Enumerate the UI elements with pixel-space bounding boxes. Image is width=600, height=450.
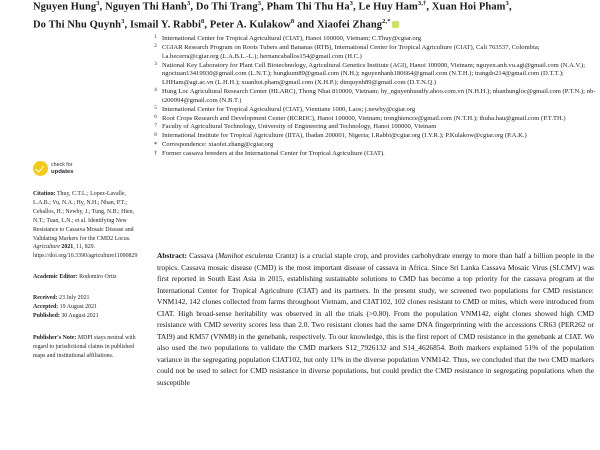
affiliation-item — [149, 44, 597, 62]
correspondence-text: Correspondence: xiaofei.zhang@cgiar.org — [162, 141, 274, 149]
affiliation-text: CGIAR Research Program on Roots Tubers and Bananas (RTB), International Center for Tropical Agriculture (CIAT), Cali 763537, Colombia; l.a.becerra@cgiar.org (L.A.B.L.-L.); hernancaballos154@gmail.com (H.C.) — [162, 43, 540, 60]
publication-dates — [33, 294, 136, 321]
badge-line-2: updates — [51, 168, 74, 175]
abstract-label: Abstract: — [157, 251, 187, 260]
correspondence-item — [149, 141, 597, 150]
author-affil-marker: 8 — [200, 18, 205, 25]
date-received-label: Received: — [33, 295, 58, 302]
author-name: Le Huy Ham — [358, 1, 418, 13]
academic-editor-label: Academic Editor: — [33, 274, 78, 281]
author-affil-marker: 3 — [505, 0, 509, 7]
author-affil-marker: 3 — [349, 0, 354, 7]
author-name: Pham Thi Thu Ha — [266, 1, 350, 13]
correspondence-marker: * — [153, 141, 158, 149]
affiliation-marker: 2 — [154, 43, 157, 50]
author-affil-marker: 3 — [257, 0, 262, 7]
author-affil-marker: 3 — [96, 0, 100, 7]
affiliation-marker: 7 — [154, 122, 157, 129]
date-received-value: 23 July 2021 — [57, 295, 90, 302]
citation-volume-page: , 11, 829. — [73, 244, 96, 251]
affiliation-marker: 4 — [154, 87, 157, 94]
author-affil-marker: 3 — [121, 18, 125, 25]
affiliation-list — [149, 35, 597, 159]
badge-line-1: check for — [51, 162, 73, 169]
affiliation-item — [149, 62, 597, 89]
author-affil-marker: 8 — [290, 18, 295, 25]
species-name: Manihot esculenta — [218, 251, 274, 260]
date-published — [33, 312, 136, 321]
author-affil-marker: 3 — [186, 0, 191, 7]
author-name: Xuan Hoi Pham — [431, 1, 506, 13]
date-received — [33, 294, 136, 303]
academic-editor-block — [33, 273, 136, 282]
citation-doi-link[interactable]: https://doi.org/10.3390/agriculture11090829 — [33, 253, 138, 260]
author-name: Do Thi Nhu Quynh — [33, 19, 122, 31]
author-affil-marker: 2,* — [382, 18, 391, 25]
affiliation-text: Hung Loc Agricultural Research Center (HLARC), Thong Nhat 810000, Vietnam; hy_nguyenhuudfy.ahoo.com.vn (N.H.H.); nhanhungloc@gmail.com (P.T.N.); nb-t200994@gmail.com (N.B.T.) — [162, 88, 596, 104]
footnote-text: Former cassava breeders at the International Center for Tropical Agriculture (CIAT). — [162, 149, 385, 157]
date-accepted-label: Accepted: — [33, 304, 59, 311]
affiliation-text: International Center for Tropical Agricultural (CIAT), Vientiane 1000, Laos; j.newby@cgiar.org — [162, 105, 416, 113]
affiliation-marker: 6 — [154, 114, 157, 120]
affiliation-marker: 8 — [154, 131, 157, 138]
affiliation-text: International Institute for Tropical Agriculture (IITA), Ibadan 200001, Nigeria; I.Rabbi@cgiar.org (I.Y.R.); P.Kulakow@cgiar.org (P.A.K.) — [162, 132, 527, 140]
affiliation-item — [149, 88, 597, 106]
affiliation-marker: 5 — [154, 105, 157, 112]
affiliation-text: Faculty of Agricultural Technology, University of Engineering and Technology, Hanoi 100000, Vietnam — [162, 123, 437, 131]
affiliation-item — [149, 123, 597, 132]
citation-label: Citation: — [33, 191, 56, 197]
affiliation-item — [149, 35, 597, 44]
footnote-marker: † — [153, 149, 158, 157]
check-for-updates-badge[interactable] — [33, 160, 136, 177]
author-name: Nguyen Thi Hanh — [105, 1, 187, 13]
date-published-label: Published: — [33, 312, 60, 319]
author-name: Nguyen Hung — [33, 1, 97, 13]
academic-editor-name: Rodomiro Ortiz — [77, 274, 117, 281]
publishers-note-text: MDPI stays neutral with regard to jurisdictional claims in published maps and institutional affiliations. — [33, 334, 136, 359]
author-name: Xiaofei Zhang — [316, 19, 383, 31]
date-accepted-value: 19 August 2021 — [58, 304, 97, 311]
publishers-note-label: Publisher's Note: — [33, 334, 77, 341]
author-name: Peter A. Kulakow — [209, 19, 291, 31]
date-published-value: 30 August 2021 — [59, 312, 99, 319]
affiliation-marker: 3 — [154, 60, 157, 67]
check-circle-icon — [33, 161, 48, 176]
author-name: Do Thi Trang — [195, 1, 258, 13]
publishers-note-block — [33, 334, 136, 361]
affiliation-marker: 1 — [154, 34, 157, 41]
affiliation-item — [149, 115, 597, 124]
affiliation-text: National Key Laboratory for Plant Cell Biotechnology, Agricultural Genetics Institute (AGI), Hanoi 100000, Vietnam; nguyen.anh.vu.agi@gmail.com (N.A.V.); ngoctuan13419930@gmail.com (L.N.T.); hungkum89@gmail.com (N.H.); nguyenhanh180664@gmail.com (N.T.H.); trangdo214@gmail.com (D.T.T.); LHHam@agi.ac.vn (L.H.H.); xuanhoi.pham@gmail.com (X.H.P.); dtnquynh89@gmail.com (D.T.N.Q.) — [162, 61, 586, 87]
date-accepted — [33, 303, 136, 312]
affiliation-item — [149, 106, 597, 115]
abstract-section — [157, 250, 594, 389]
check-for-updates-label — [51, 162, 74, 174]
author-list — [33, 0, 588, 33]
author-line-1: Nguyen Hung$^3$, Nguyen Thi Hanh$^3$, Do Thi Trang$^3$, Pham Thi Thu Ha$^3$, Le Huy Ham$^{3,\dagger}$, Xuan Hoi Pham$^3$, — [33, 0, 512, 13]
citation-journal: Agriculture — [33, 244, 60, 251]
author-name: Ismail Y. Rabbi — [129, 19, 201, 31]
abstract-pre: Cassava ( — [186, 251, 218, 260]
citation-year: 2021 — [59, 244, 74, 251]
orcid-icon[interactable] — [392, 21, 399, 28]
author-affil-marker: 3,† — [417, 0, 427, 7]
citation-block — [33, 190, 136, 261]
affiliation-text: International Center for Tropical Agricultural (CIAT), Hanoi 100000, Vietnam; C.Thuy@cgiar.org — [162, 35, 422, 42]
citation-text: Thuy, C.T.L.; Lopez-Lavalle, L.A.B.; Vu, N.A.; Hy, N.H.; Nhan, P.T.; Ceballos, H.; Newby, J.; Tung, N.B.; Hien, N.T.; Tuan, L.N.; et al. Identifying New Resistance to Cassava Mosaic Disease and Validating Markers for the CMD2 Locus. — [33, 191, 135, 242]
footnote-item — [149, 150, 597, 159]
author-line-2: Do Thi Nhu Quynh$^3$, Ismail Y. Rabbi$^8$, Peter A. Kulakow$^8$ and Xiaofei Zhang$^{2,*}$ — [33, 15, 588, 33]
abstract-body: Crantz) is a crucial staple crop, and provides carbohydrate energy to more than half a billion people in the tropics. Cassava mosaic disease (CMD) is the most important disease of cassava in Africa. Since Sri Lanka Cassava Mosaic Virus (SLCMV) was first reported in South East Asia in 2015, establishing sustainable solutions to CMD has become a top priority for the cassava program at the International Center for Tropical Agriculture (CIAT) and its partners. In the present study, we screened two populations for CMD resistance: VNM142, 142 clones collected from farms throughout Vietnam, and CIAT102, 102 clones resistant to CMD or mites, which were introduced from CIAT. High broad-sense heritability was observed in all the trials (>0.80). From the population VNM142, eight clones showed high CMD resistance with CMD severity scores less than 2.0. Two resistant clones had the same DNA fingerprinting with the accessions CR63 (PER262 or TAI9) and KM57 (VNM8) in the genebank, respectively. To our knowledge, this is the first report of CMD resistance in the genebank at CIAT. We also used the two populations to validate the CMD markers S12_7926132 and S14_4626854. Both markers explained 51% of the population variance in the segregating population CIAT102, but only 11% in the diverse population VNM142. Thus, we concluded that the two CMD markers could not be used to select for CMD resistance in diverse populations, but could predict the CMD resistance in segregating populations when the susceptible — [157, 251, 594, 388]
article-sidebar — [33, 160, 136, 373]
affiliation-item — [149, 132, 597, 141]
affiliation-text: Root Crops Research and Development Center (RCRDC), Hanoi 100000, Vietnam; tronghiencce@gmail.com (N.T.H.); thuha.hau@gmail.com (P.T.TH.) — [162, 114, 566, 122]
